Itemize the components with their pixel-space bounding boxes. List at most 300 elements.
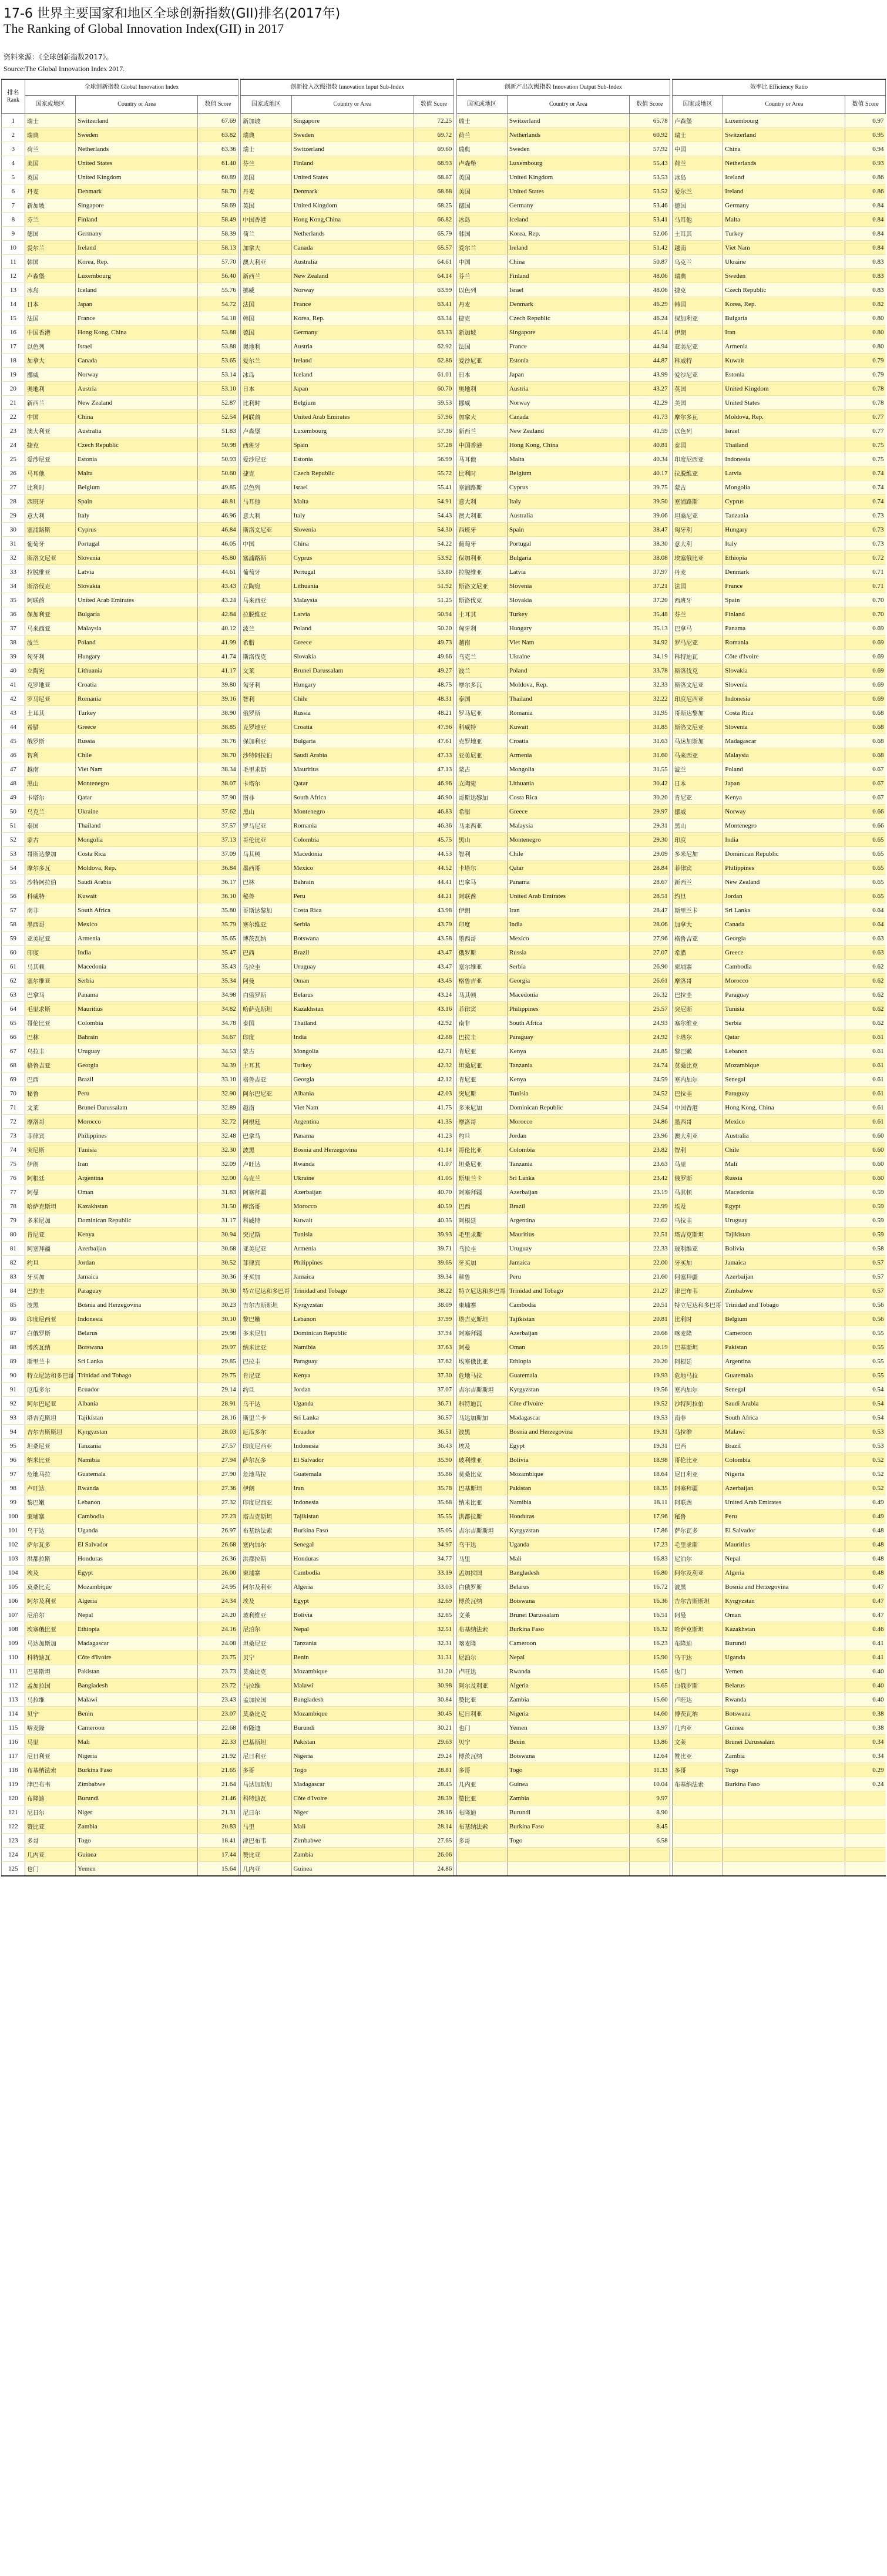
country-en-cell: Korea, Rep. bbox=[723, 297, 845, 311]
country-en-cell: Indonesia bbox=[291, 1439, 414, 1453]
country-cn-cell: 印度 bbox=[672, 833, 723, 847]
country-en-cell: Guinea bbox=[507, 1777, 629, 1791]
country-en-cell: France bbox=[723, 579, 845, 593]
score-cell: 35.55 bbox=[414, 1509, 454, 1524]
country-cn-cell: 马拉维 bbox=[241, 1679, 291, 1693]
table-row bbox=[2, 537, 886, 551]
score-cell: 65.79 bbox=[414, 227, 454, 241]
country-en-cell: Slovenia bbox=[723, 678, 845, 692]
country-cn-cell: 几内亚 bbox=[672, 1721, 723, 1735]
country-cn-cell: 吉尔吉斯斯坦 bbox=[456, 1524, 507, 1538]
country-cn-cell: 智利 bbox=[241, 692, 291, 706]
score-cell: 32.22 bbox=[629, 692, 670, 706]
country-cn-cell: 尼日利亚 bbox=[456, 1707, 507, 1721]
country-en-cell: Moldova, Rep. bbox=[723, 410, 845, 424]
score-cell: 35.43 bbox=[198, 960, 238, 974]
country-en-cell: Estonia bbox=[291, 452, 414, 466]
country-cn-cell: 巴拿马 bbox=[456, 875, 507, 889]
score-cell: 22.33 bbox=[629, 1242, 670, 1256]
score-cell: 34.92 bbox=[629, 635, 670, 650]
score-cell: 0.74 bbox=[845, 480, 886, 495]
score-cell: 32.31 bbox=[414, 1636, 454, 1650]
score-cell: 0.53 bbox=[845, 1439, 886, 1453]
country-cn-cell: 巴西 bbox=[456, 1199, 507, 1213]
score-cell: 0.61 bbox=[845, 1044, 886, 1058]
table-row bbox=[2, 1312, 886, 1326]
country-en-cell: United Arab Emirates bbox=[507, 889, 629, 903]
score-cell: 0.65 bbox=[845, 875, 886, 889]
country-cn-cell: 摩洛哥 bbox=[456, 1115, 507, 1129]
country-cn-cell: 尼泊尔 bbox=[25, 1608, 75, 1622]
score-cell: 57.92 bbox=[629, 142, 670, 156]
score-cell: 24.08 bbox=[198, 1636, 238, 1650]
score-cell: 24.86 bbox=[414, 1862, 454, 1876]
country-en-cell: Serbia bbox=[76, 974, 198, 988]
score-cell: 23.19 bbox=[629, 1185, 670, 1199]
country-cn-cell: 拉脱维亚 bbox=[241, 607, 291, 621]
table-row bbox=[2, 241, 886, 255]
score-cell: 22.00 bbox=[629, 1256, 670, 1270]
country-cn-cell: 孟加拉国 bbox=[456, 1566, 507, 1580]
score-cell: 19.56 bbox=[629, 1383, 670, 1397]
rank-cell: 10 bbox=[2, 241, 25, 255]
country-en-cell: Montenegro bbox=[291, 805, 414, 819]
country-en-cell: Mozambique bbox=[76, 1580, 198, 1594]
country-cn-cell: 卡塔尔 bbox=[672, 1030, 723, 1044]
table-row bbox=[2, 452, 886, 466]
country-cn-cell: 卡塔尔 bbox=[25, 791, 75, 805]
score-cell: 36.57 bbox=[414, 1411, 454, 1425]
score-cell: 47.96 bbox=[414, 720, 454, 734]
score-cell: 58.70 bbox=[198, 184, 238, 199]
country-cn-cell: 巴拿马 bbox=[25, 988, 75, 1002]
country-en-cell: Brazil bbox=[507, 1199, 629, 1213]
table-row bbox=[2, 1566, 886, 1580]
table-body bbox=[2, 114, 886, 1876]
rank-cell: 13 bbox=[2, 283, 25, 297]
col-group-header: 创新投入次级指数 Innovation Input Sub-Index bbox=[241, 79, 454, 96]
country-cn-cell: 柬埔寨 bbox=[241, 1566, 291, 1580]
score-cell: 44.94 bbox=[629, 339, 670, 354]
country-en-cell: Greece bbox=[723, 946, 845, 960]
score-cell: 42.88 bbox=[414, 1030, 454, 1044]
score-cell: 25.57 bbox=[629, 1002, 670, 1016]
country-en-cell: Bosnia and Herzegovina bbox=[723, 1580, 845, 1594]
country-cn-cell: 赞比亚 bbox=[456, 1693, 507, 1707]
country-en-cell: Slovakia bbox=[291, 650, 414, 664]
score-cell: 0.34 bbox=[845, 1735, 886, 1749]
rank-cell: 37 bbox=[2, 621, 25, 635]
table-row bbox=[2, 1044, 886, 1058]
country-en-cell: Iran bbox=[291, 1481, 414, 1495]
country-cn-cell: 肯尼亚 bbox=[456, 1044, 507, 1058]
country-cn-cell: 柬埔寨 bbox=[456, 1298, 507, 1312]
score-cell: 49.27 bbox=[414, 664, 454, 678]
country-en-cell: Israel bbox=[723, 424, 845, 438]
score-cell: 27.07 bbox=[629, 946, 670, 960]
score-cell: 0.75 bbox=[845, 452, 886, 466]
country-cn-cell: 意大利 bbox=[25, 509, 75, 523]
rank-cell: 16 bbox=[2, 325, 25, 339]
score-cell: 38.90 bbox=[198, 706, 238, 720]
country-cn-cell: 孟加拉国 bbox=[25, 1679, 75, 1693]
country-cn-cell: 毛里求斯 bbox=[241, 762, 291, 776]
score-cell: 0.56 bbox=[845, 1298, 886, 1312]
country-cn-cell: 德国 bbox=[241, 325, 291, 339]
country-en-cell: Cameroon bbox=[76, 1721, 198, 1735]
country-en-cell: United States bbox=[76, 156, 198, 170]
country-cn-cell: 克罗地亚 bbox=[25, 678, 75, 692]
rank-cell: 30 bbox=[2, 523, 25, 537]
country-en-cell: Albania bbox=[76, 1397, 198, 1411]
score-cell: 48.06 bbox=[629, 283, 670, 297]
country-cn-cell: 格鲁吉亚 bbox=[25, 1058, 75, 1072]
score-cell: 50.98 bbox=[198, 438, 238, 452]
country-cn-cell: 比利时 bbox=[241, 396, 291, 410]
score-cell: 37.20 bbox=[629, 593, 670, 607]
score-cell: 24.34 bbox=[198, 1594, 238, 1608]
rank-cell: 53 bbox=[2, 847, 25, 861]
country-cn-cell: 玻利维亚 bbox=[672, 1242, 723, 1256]
score-cell: 31.55 bbox=[629, 762, 670, 776]
table-row bbox=[2, 734, 886, 748]
country-en-cell: Jordan bbox=[291, 1383, 414, 1397]
country-cn-cell: 乌克兰 bbox=[456, 650, 507, 664]
score-cell: 0.68 bbox=[845, 706, 886, 720]
country-cn-cell: 文莱 bbox=[241, 664, 291, 678]
score-cell: 28.81 bbox=[414, 1763, 454, 1777]
rank-cell: 54 bbox=[2, 861, 25, 875]
country-en-cell: Belgium bbox=[291, 396, 414, 410]
country-en-cell: Japan bbox=[507, 368, 629, 382]
score-cell: 21.92 bbox=[198, 1749, 238, 1763]
country-cn-cell: 马其顿 bbox=[25, 960, 75, 974]
country-en-cell: Ukraine bbox=[291, 1171, 414, 1185]
country-cn-cell: 坦桑尼亚 bbox=[241, 1636, 291, 1650]
country-en-cell: Pakistan bbox=[507, 1481, 629, 1495]
score-cell: 0.59 bbox=[845, 1228, 886, 1242]
table-row bbox=[2, 720, 886, 734]
table-row bbox=[2, 917, 886, 931]
country-cn-cell: 阿塞拜疆 bbox=[672, 1481, 723, 1495]
score-cell: 63.36 bbox=[198, 142, 238, 156]
score-cell: 23.73 bbox=[198, 1664, 238, 1679]
score-cell: 32.51 bbox=[414, 1622, 454, 1636]
country-cn-cell: 摩尔多瓦 bbox=[25, 861, 75, 875]
table-row bbox=[2, 1242, 886, 1256]
country-en-cell: Jamaica bbox=[507, 1256, 629, 1270]
col-group-header: 创新产出次级指数 Innovation Output Sub-Index bbox=[456, 79, 670, 96]
country-en-cell: China bbox=[723, 142, 845, 156]
country-en-cell: Algeria bbox=[76, 1594, 198, 1608]
rank-cell: 6 bbox=[2, 184, 25, 199]
score-cell: 0.78 bbox=[845, 396, 886, 410]
country-en-cell: Lebanon bbox=[76, 1495, 198, 1509]
country-en-cell: Côte d'Ivoire bbox=[291, 1791, 414, 1805]
country-en-cell: Uganda bbox=[76, 1524, 198, 1538]
rank-cell: 28 bbox=[2, 495, 25, 509]
country-cn-cell: 斯洛伐克 bbox=[456, 593, 507, 607]
score-cell: 0.86 bbox=[845, 170, 886, 184]
country-cn-cell: 斯洛伐克 bbox=[241, 650, 291, 664]
country-en-cell: Malta bbox=[507, 452, 629, 466]
country-cn-cell: 新加坡 bbox=[456, 325, 507, 339]
table-row bbox=[2, 1622, 886, 1636]
score-cell: 35.13 bbox=[629, 621, 670, 635]
country-cn-cell: 埃及 bbox=[241, 1594, 291, 1608]
table-row bbox=[2, 1763, 886, 1777]
country-cn-cell: 尼泊尔 bbox=[456, 1650, 507, 1664]
country-en-cell: Portugal bbox=[76, 537, 198, 551]
country-en-cell: Azerbaijan bbox=[76, 1242, 198, 1256]
country-en-cell: Switzerland bbox=[507, 114, 629, 128]
score-cell: 35.78 bbox=[414, 1481, 454, 1495]
country-cn-cell: 塞尔维亚 bbox=[241, 917, 291, 931]
score-cell: 36.10 bbox=[198, 889, 238, 903]
score-cell: 35.86 bbox=[414, 1467, 454, 1481]
country-cn-cell: 孟加拉国 bbox=[241, 1693, 291, 1707]
table-row bbox=[2, 1650, 886, 1664]
score-cell: 41.23 bbox=[414, 1129, 454, 1143]
country-en-cell: Italy bbox=[507, 495, 629, 509]
score-cell: 18.35 bbox=[629, 1481, 670, 1495]
country-en-cell: Armenia bbox=[507, 748, 629, 762]
score-cell: 56.99 bbox=[414, 452, 454, 466]
score-cell: 24.85 bbox=[629, 1044, 670, 1058]
score-cell: 30.10 bbox=[198, 1312, 238, 1326]
country-en-cell: Sweden bbox=[291, 128, 414, 142]
country-cn-cell: 意大利 bbox=[241, 509, 291, 523]
table-row bbox=[2, 199, 886, 213]
country-en-cell: Tunisia bbox=[291, 1228, 414, 1242]
score-cell: 61.01 bbox=[414, 368, 454, 382]
country-en-cell: Argentina bbox=[291, 1115, 414, 1129]
country-en-cell: Slovakia bbox=[76, 579, 198, 593]
country-cn-cell: 科特迪瓦 bbox=[241, 1791, 291, 1805]
country-en-cell: Mali bbox=[291, 1820, 414, 1834]
score-cell: 26.90 bbox=[629, 960, 670, 974]
score-cell: 48.75 bbox=[414, 678, 454, 692]
country-en-cell: Ethiopia bbox=[76, 1622, 198, 1636]
rank-cell: 96 bbox=[2, 1453, 25, 1467]
country-cn-cell: 葡萄牙 bbox=[25, 537, 75, 551]
score-cell: 0.77 bbox=[845, 424, 886, 438]
score-cell: 56.40 bbox=[198, 269, 238, 283]
country-cn-cell: 塔吉克斯坦 bbox=[672, 1228, 723, 1242]
table-row bbox=[2, 339, 886, 354]
table-row bbox=[2, 466, 886, 480]
country-cn-cell: 莫桑比克 bbox=[241, 1707, 291, 1721]
country-en-cell: Georgia bbox=[723, 931, 845, 946]
country-en-cell: Peru bbox=[76, 1087, 198, 1101]
country-cn-cell: 贝宁 bbox=[241, 1650, 291, 1664]
country-cn-cell: 智利 bbox=[456, 847, 507, 861]
country-cn-cell: 波兰 bbox=[241, 621, 291, 635]
header-group-row bbox=[2, 79, 886, 96]
country-cn-cell: 印度尼西亚 bbox=[241, 1439, 291, 1453]
score-cell: 65.78 bbox=[629, 114, 670, 128]
score-cell: 40.17 bbox=[629, 466, 670, 480]
country-en-cell: Kuwait bbox=[76, 889, 198, 903]
table-row bbox=[2, 1058, 886, 1072]
country-cn-cell: 多哥 bbox=[672, 1763, 723, 1777]
score-cell: 38.22 bbox=[414, 1284, 454, 1298]
score-cell: 46.24 bbox=[629, 311, 670, 325]
score-cell: 37.07 bbox=[414, 1383, 454, 1397]
score-cell: 53.80 bbox=[414, 565, 454, 579]
country-en-cell: Mauritius bbox=[723, 1538, 845, 1552]
rank-cell: 86 bbox=[2, 1312, 25, 1326]
country-en-cell: Luxembourg bbox=[723, 114, 845, 128]
country-en-cell: Germany bbox=[291, 325, 414, 339]
score-cell bbox=[845, 1805, 886, 1820]
country-cn-cell: 洪都拉斯 bbox=[25, 1552, 75, 1566]
score-cell: 0.41 bbox=[845, 1636, 886, 1650]
score-cell: 0.69 bbox=[845, 635, 886, 650]
country-en-cell: Serbia bbox=[723, 1016, 845, 1030]
score-cell: 46.05 bbox=[198, 537, 238, 551]
country-cn-cell: 西班牙 bbox=[241, 438, 291, 452]
country-en-cell: Peru bbox=[507, 1270, 629, 1284]
score-cell: 43.98 bbox=[414, 903, 454, 917]
country-en-cell: Luxembourg bbox=[76, 269, 198, 283]
rank-cell: 90 bbox=[2, 1368, 25, 1383]
score-cell: 69.60 bbox=[414, 142, 454, 156]
country-cn-cell: 卢森堡 bbox=[25, 269, 75, 283]
score-cell: 29.63 bbox=[414, 1735, 454, 1749]
table-row bbox=[2, 1791, 886, 1805]
table-row bbox=[2, 1735, 886, 1749]
country-en-cell: Malaysia bbox=[507, 819, 629, 833]
country-en-cell: Paraguay bbox=[723, 988, 845, 1002]
score-cell: 51.25 bbox=[414, 593, 454, 607]
country-en-cell: Morocco bbox=[507, 1115, 629, 1129]
score-cell: 24.16 bbox=[198, 1622, 238, 1636]
country-cn-cell: 斯里兰卡 bbox=[672, 903, 723, 917]
score-cell: 0.61 bbox=[845, 1115, 886, 1129]
country-en-cell: Italy bbox=[723, 537, 845, 551]
score-cell: 0.80 bbox=[845, 339, 886, 354]
country-cn-cell: 丹麦 bbox=[456, 297, 507, 311]
country-cn-cell: 俄罗斯 bbox=[241, 706, 291, 720]
country-en-cell: Bolivia bbox=[723, 1242, 845, 1256]
rank-cell: 92 bbox=[2, 1397, 25, 1411]
country-en-cell: Jordan bbox=[507, 1129, 629, 1143]
country-en-cell: Ukraine bbox=[76, 805, 198, 819]
score-cell: 0.83 bbox=[845, 283, 886, 297]
country-en-cell: Trinidad and Tobago bbox=[507, 1284, 629, 1298]
country-en-cell: Saudi Arabia bbox=[291, 748, 414, 762]
table-row bbox=[2, 1749, 886, 1763]
score-cell: 31.63 bbox=[629, 734, 670, 748]
country-cn-cell: 保加利亚 bbox=[456, 551, 507, 565]
country-cn-cell: 加拿大 bbox=[672, 917, 723, 931]
country-en-cell: Czech Republic bbox=[723, 283, 845, 297]
country-en-cell: Indonesia bbox=[291, 1495, 414, 1509]
country-cn-cell: 捷克 bbox=[456, 311, 507, 325]
score-cell: 29.09 bbox=[629, 847, 670, 861]
country-cn-cell: 阿尔巴尼亚 bbox=[25, 1397, 75, 1411]
score-cell: 34.39 bbox=[198, 1058, 238, 1072]
score-cell: 32.30 bbox=[198, 1143, 238, 1157]
country-en-cell: Uganda bbox=[507, 1538, 629, 1552]
country-cn-cell: 危地马拉 bbox=[25, 1467, 75, 1481]
country-cn-cell: 中国香港 bbox=[25, 325, 75, 339]
table-row bbox=[2, 875, 886, 889]
score-cell: 28.39 bbox=[414, 1791, 454, 1805]
country-cn-cell: 中国 bbox=[241, 537, 291, 551]
score-cell: 37.99 bbox=[414, 1312, 454, 1326]
table-row bbox=[2, 565, 886, 579]
country-en-cell: Malaysia bbox=[723, 748, 845, 762]
score-cell: 58.39 bbox=[198, 227, 238, 241]
country-cn-cell: 科威特 bbox=[25, 889, 75, 903]
country-cn-cell: 马耳他 bbox=[672, 213, 723, 227]
country-en-cell: Czech Republic bbox=[76, 438, 198, 452]
country-cn-cell: 危地马拉 bbox=[241, 1467, 291, 1481]
country-cn-cell: 拉脱维亚 bbox=[456, 565, 507, 579]
country-en-cell: Greece bbox=[507, 805, 629, 819]
source-note-en: Source:The Global Innovation Index 2017. bbox=[4, 65, 125, 73]
country-cn-cell: 塞浦路斯 bbox=[672, 495, 723, 509]
score-cell: 59.53 bbox=[414, 396, 454, 410]
table-row bbox=[2, 1425, 886, 1439]
country-en-cell: Mali bbox=[723, 1157, 845, 1171]
score-cell: 30.21 bbox=[414, 1721, 454, 1735]
score-cell: 43.47 bbox=[414, 946, 454, 960]
country-en-cell: France bbox=[291, 297, 414, 311]
country-en-cell: Guinea bbox=[723, 1721, 845, 1735]
country-en-cell: Chile bbox=[291, 692, 414, 706]
country-en-cell: Ireland bbox=[507, 241, 629, 255]
table-row bbox=[2, 368, 886, 382]
country-en-cell: Namibia bbox=[507, 1495, 629, 1509]
country-cn-cell: 尼日利亚 bbox=[241, 1749, 291, 1763]
table-row bbox=[2, 325, 886, 339]
country-cn-cell: 巴拉圭 bbox=[672, 1087, 723, 1101]
country-en-cell: Mexico bbox=[76, 917, 198, 931]
country-en-cell: United States bbox=[507, 184, 629, 199]
country-cn-cell: 阿联酋 bbox=[672, 1495, 723, 1509]
country-en-cell: Philippines bbox=[507, 1002, 629, 1016]
score-cell: 67.69 bbox=[198, 114, 238, 128]
country-cn-cell: 白俄罗斯 bbox=[672, 1679, 723, 1693]
score-cell: 64.61 bbox=[414, 255, 454, 269]
country-cn-cell: 越南 bbox=[456, 635, 507, 650]
score-cell: 0.94 bbox=[845, 142, 886, 156]
country-cn-cell: 爱沙尼亚 bbox=[456, 354, 507, 368]
rank-cell: 49 bbox=[2, 791, 25, 805]
score-cell: 15.65 bbox=[629, 1679, 670, 1693]
score-cell: 28.45 bbox=[414, 1777, 454, 1791]
country-cn-cell: 黎巴嫩 bbox=[672, 1044, 723, 1058]
score-cell: 38.76 bbox=[198, 734, 238, 748]
score-cell: 20.66 bbox=[629, 1326, 670, 1340]
score-cell: 34.97 bbox=[414, 1538, 454, 1552]
country-cn-cell: 伊朗 bbox=[456, 903, 507, 917]
country-en-cell: Botswana bbox=[76, 1340, 198, 1354]
country-en-cell: France bbox=[76, 311, 198, 325]
country-cn-cell: 斯里兰卡 bbox=[456, 1171, 507, 1185]
country-en-cell: United States bbox=[723, 396, 845, 410]
country-en-cell: Denmark bbox=[507, 297, 629, 311]
score-cell: 69.72 bbox=[414, 128, 454, 142]
country-en-cell: Bulgaria bbox=[507, 551, 629, 565]
table-row bbox=[2, 1354, 886, 1368]
table-row bbox=[2, 1509, 886, 1524]
table-row bbox=[2, 1805, 886, 1820]
country-en-cell: Colombia bbox=[76, 1016, 198, 1030]
